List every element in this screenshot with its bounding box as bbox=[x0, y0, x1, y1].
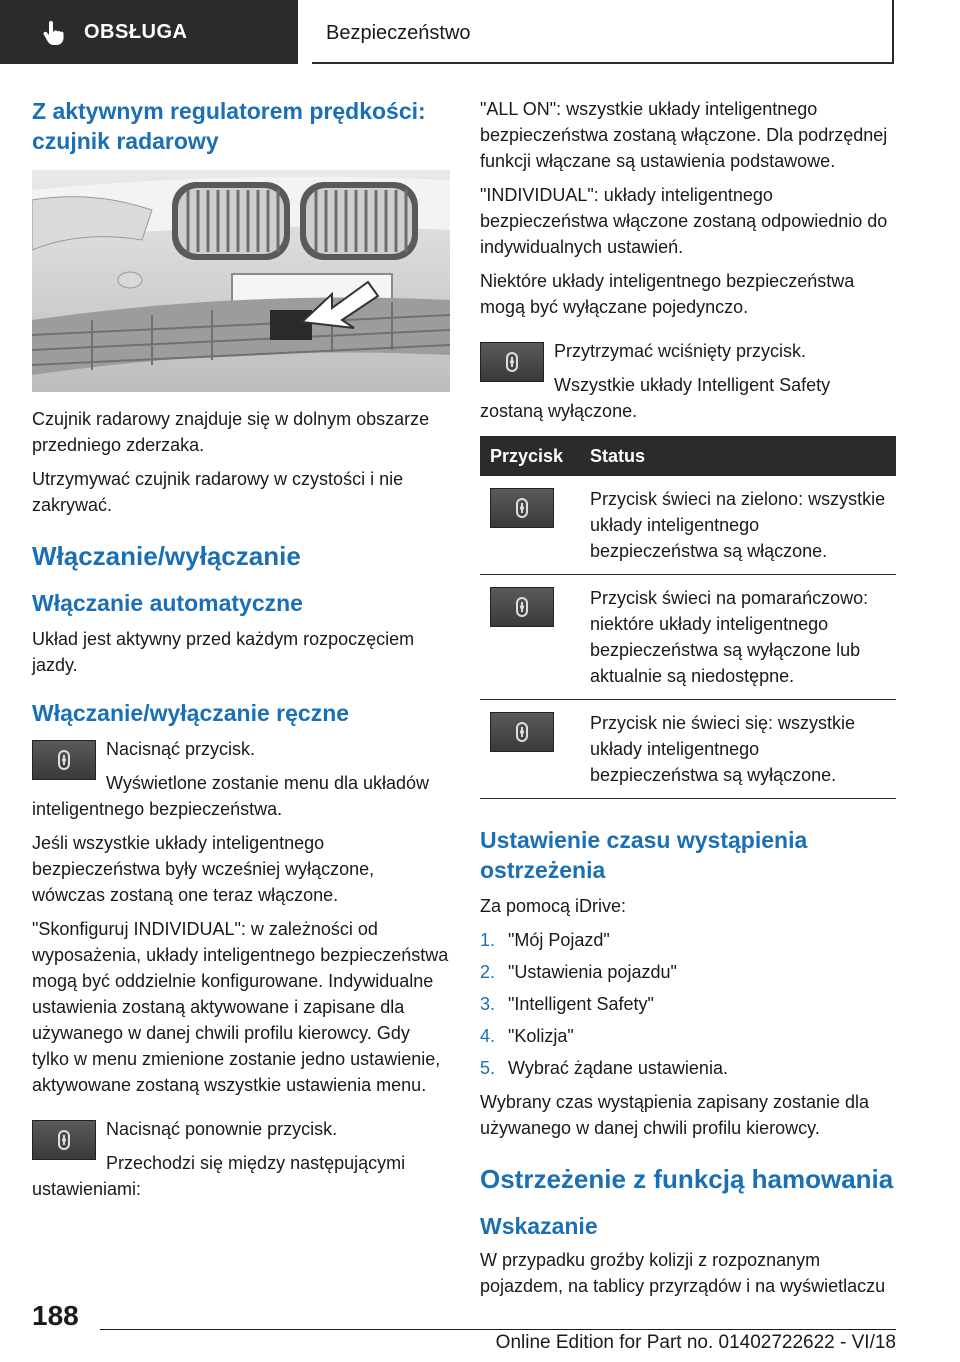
indication-text: W przypadku groźby kolizji z rozpoznanym pojazdem, na tablicy przyrządów i na wyświetlaczu bbox=[480, 1250, 886, 1296]
table-row bbox=[480, 700, 896, 799]
right-column bbox=[480, 96, 896, 1307]
chapter-box bbox=[312, 0, 894, 64]
switch-settings-text: Przechodzi się między następującymi ustawieniami: bbox=[32, 1153, 406, 1199]
configure-individual-text: "Skonfiguruj INDIVIDUAL": w zależności od wyposażenia, układy inteligentnego bezpieczeństwa mogą być oddzielnie konfigurowane. Indywidualne ustawienia zostaną aktywowane i zapisane dla używanego w danej chwili profilu kierowcy. Gdy tylko w menu zmienione zostanie jedno ustawienie, aktywowane zostaną wszystkie ustawienia menu. bbox=[32, 919, 449, 1095]
section-label: OBSŁUGA bbox=[84, 21, 188, 43]
status-off-text: Przycisk nie świeci się: wszystkie układy inteligentnego bezpieczeństwa są wyłączone. bbox=[580, 700, 896, 799]
heading-indication: Wskazanie bbox=[480, 1213, 598, 1239]
intelligent-safety-button-icon bbox=[32, 1120, 96, 1160]
button-status-table bbox=[480, 436, 896, 799]
heading-manual: Włączanie/wyłączanie ręczne bbox=[32, 700, 350, 726]
intelligent-safety-button-icon bbox=[32, 740, 96, 780]
idrive-text: Za pomocą iDrive: bbox=[480, 896, 627, 916]
all-off-text: Wszystkie układy Intelligent Safety zostaną wyłączone. bbox=[480, 375, 831, 421]
heading-warning-time: Ustawienie czasu wystąpienia ostrzeżenia bbox=[480, 827, 808, 883]
radar-clean-text: Utrzymywać czujnik radarowy w czystości i nie zakrywać. bbox=[32, 469, 404, 515]
hold-button-text: Przytrzymać wciśnięty przycisk. bbox=[554, 341, 807, 361]
some-systems-text: Niektóre układy inteligentnego bezpieczeństwa mogą być wyłączane pojedynczo. bbox=[480, 271, 855, 317]
intelligent-safety-button-icon bbox=[480, 342, 544, 382]
manual-button-row bbox=[32, 736, 450, 822]
table-header-row bbox=[480, 436, 896, 476]
hold-button-row bbox=[480, 338, 896, 424]
list-item: 1. "Mój Pojazd" bbox=[480, 930, 610, 950]
footer-divider bbox=[100, 1329, 896, 1330]
section-tab bbox=[0, 0, 298, 64]
intelligent-safety-button-icon bbox=[490, 712, 554, 752]
list-item: 5. Wybrać żądane ustawienia. bbox=[480, 1058, 728, 1078]
status-green-text: Przycisk świeci na zielono: wszystkie układy inteligentnego bezpieczeństwa są włączone. bbox=[580, 476, 896, 575]
idrive-steps-list bbox=[480, 927, 896, 1081]
all-off-then-on-text: Jeśli wszystkie układy inteligentnego bezpieczeństwa były wcześniej wyłączone, wówczas zostaną one teraz włączone. bbox=[32, 833, 375, 905]
hand-pointer-icon bbox=[40, 20, 66, 46]
list-item: 3. "Intelligent Safety" bbox=[480, 994, 654, 1014]
list-item: 2. "Ustawienia pojazdu" bbox=[480, 962, 677, 982]
individual-text: "INDIVIDUAL": układy inteligentnego bezpieczeństwa włączone zostaną odpowiednio do indywidualnych ustawień. bbox=[480, 185, 888, 257]
table-header-status: Status bbox=[580, 436, 896, 476]
chapter-label: Bezpieczeństwo bbox=[326, 22, 471, 44]
table-row bbox=[480, 575, 896, 700]
table-row bbox=[480, 476, 896, 575]
radar-location-text: Czujnik radarowy znajduje się w dolnym obszarze przedniego zderzaka. bbox=[32, 409, 430, 455]
press-again-text: Nacisnąć ponownie przycisk. bbox=[106, 1119, 338, 1139]
all-on-text: "ALL ON": wszystkie układy inteligentnego bezpieczeństwa zostaną włączone. Dla podrzędnej funkcji włączane są ustawienia podstawowe. bbox=[480, 99, 888, 171]
saved-profile-text: Wybrany czas wystąpienia zapisany zostanie dla używanego w danej chwili profilu kierowcy. bbox=[480, 1092, 870, 1138]
again-button-row bbox=[32, 1116, 450, 1202]
page-header bbox=[0, 0, 960, 66]
page-number: 188 bbox=[32, 1300, 79, 1331]
heading-brake-warning: Ostrzeżenie z funkcją hamowania bbox=[480, 1164, 894, 1194]
heading-automatic: Włączanie automatyczne bbox=[32, 590, 303, 616]
heading-radar-sensor: Z aktywnym regulatorem prędkości: czujnik radarowy bbox=[32, 98, 426, 154]
edition-footer: Online Edition for Part no. 01402722622 - VI/18 bbox=[495, 1332, 896, 1353]
press-button-text: Nacisnąć przycisk. bbox=[106, 739, 256, 759]
menu-shown-text: Wyświetlone zostanie menu dla układów inteligentnego bezpieczeństwa. bbox=[32, 773, 430, 819]
car-front-radar-image bbox=[32, 170, 450, 392]
intelligent-safety-button-icon bbox=[490, 488, 554, 528]
heading-on-off: Włączanie/wyłączanie bbox=[32, 541, 301, 571]
table-header-button: Przycisk bbox=[480, 436, 580, 476]
intelligent-safety-button-icon bbox=[490, 587, 554, 627]
left-column bbox=[32, 96, 450, 1210]
list-item: 4. "Kolizja" bbox=[480, 1026, 574, 1046]
automatic-text: Układ jest aktywny przed każdym rozpoczęciem jazdy. bbox=[32, 629, 415, 675]
status-orange-text: Przycisk świeci na pomarańczowo: niektóre układy inteligentnego bezpieczeństwa są wyłączone lub aktualnie są niedostępne. bbox=[580, 575, 896, 700]
